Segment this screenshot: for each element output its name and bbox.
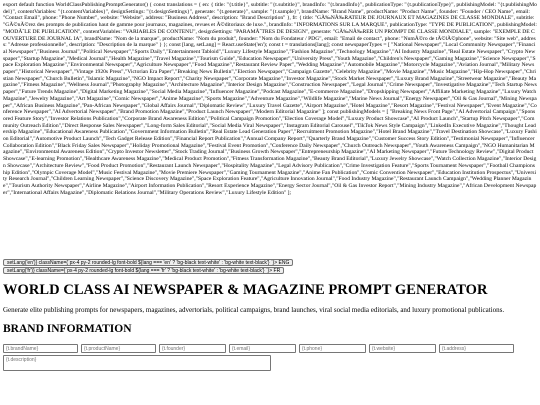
language-toggle-row (3, 258, 293, 266)
brand-fields-row (3, 344, 514, 353)
raw-code-text: export default function WorldClassPublishingPromptGenerator() { const translations = { en: { title: "{t.title}", subtitle: "{t.subtitle}", brandInfo: "{t.brandInfo}", publicationType: "{t.publicationType}", publishingModel: "{t.publishingModel}", contentVariables: "{t.contentVariables}", designSettings: "{t.designSettings}", generate: "{t.generate}", sample: "{t.sample}", brandName: "Brand Name", productName: "Product Name", founder: "Founder / CEO Name", email: "Contact Email", phone: "Phone Number", website: "Website", address: "Business Address", description: "Brand Description" }, fr: { title: "GÃ‰NÃ‰RATEUR DE JOURNAUX ET MAGAZINES DE CLASSE MONDIALE", subtitle: "GÃ©nÃ©rez des prompts de publication haut de gamme pour journaux, magazines, revues et Ã©ditoriaux de luxe.", brandInfo: "INFORMATIONS SUR LA MARQUE", publicationType: "TYPE DE PUBLICATION", publishingModel: "MODÃˆLE DE PUBLICATION", contentVariables: "VARIABLES DE CONTENU", designSettings: "PARAMÃˆTRES DE DESIGN", generate: "GÃ‰NÃ‰RER UN PROMPT DE CLASSE MONDIALE", sample: "EXEMPLE DE COUVERTURE DE JOURNAL IA", brandName: "Nom de la marque", productName: "Nom du produit", founder: "Nom du Fondateur / PDG", email: "Email de contact", phone: "NumÃ©ro de tÃ©lÃ©phone", website: "Site web", address: "Adresse professionnelle", description: "Description de la marque" } }; const [lang, setLang] = React.useState('en'); const t = translations[lang]; const newspaperTypes = [ "National Newspaper","Local Community Newspaper","Financial Newspaper","Business Journal","Political Newspaper","Sports Daily","Entertainment Tabloid","Luxury Lifestyle Magazine","Fashion Magazine","Technology Magazine","AI Industry Magazine","Real Estate Newspaper","Crypto Newspaper","Startup Magazine","Medical Journal","Health Magazine","Travel Magazine","Tourism Guide","Education Newspaper","University Press","Youth Magazine","Children's Newspaper","Gaming Magazine","Science Newspaper","Space Exploration Magazine","Environmental Newspaper","Agriculture Newspaper","Food Magazine","Restaurant Review Paper","Wedding Magazine","Automobile Magazine","Motorcycle Magazine","Aviation Journal","Military Newspaper","Historical Newspaper","Vintage 1920s Press","Victorian Era Paper","Breaking News Bulletin","Election Newspaper","Campaign Gazette","Celebrity Magazine","Movie Magazine","Music Magazine","Hip-Hop Newspaper","Christian Newspaper","Church Bulletin","Islamic Magazine","NGO Impact Report","Charity Newspaper","Corporate Magazine","Investor Magazine","Stock Market Newspaper","Luxury Brand Magazine","Streetwear Magazine","Beauty Magazine","Fitness Magazine","Wellness Journal","Photography Magazine","Architecture Magazine","Interior Design Magazine","Construction Newspaper","Legal Journal","Crime Newspaper","Investigative Magazine","Tech Startup Newspaper","Future Trends Magazine","Digital Marketing Magazine","Social Media Magazine","Influencer Magazine","Podcast Magazine","E-commerce Magazine","Dropshipping Newspaper","Affiliate Marketing Magazine","Luxury Watch Magazine","Jewelry Magazine","Art Magazine","Comic Newspaper","Anime Magazine","Sports Magazine","Adventure Magazine","Wildlife Magazine","Marine News Journal","Energy Newspaper","Oil & Gas Journal","Mining Newspaper","African Business Magazine","Pan-African Newspaper","Global Affairs Journal","Diplomatic Review","Luxury Travel Gazette","Airport Magazine","Hotel Magazine","Resort Magazine","Festival Newspaper","Event Magazine","Conference Newspaper","AI Advertorial Newspaper","Brand Promotion Magazine","Product Launch Newspaper","Modern Editorial Magazine" ]; const publishingModels = [ "Breaking News Front Page","AI Advertorial Campaign","Sponsored Feature Story","Investor Relations Publication","Corporate Brand Awareness Edition","Political Campaign Promotion","Election Coverage Model","Luxury Product Showcase","AI Product Launch","Startup Pitch Newspaper","Community Outreach Edition","Direct Response Sales Newspaper","Long-form Sales Editorial","Social Media Viral Newspaper","Instagram Editorial Carousel","TikTok News Style Campaign","LinkedIn Executive Magazine","Thought Leadership Magazine","Educational Awareness Publication","Government Information Bulletin","Real Estate Lead Generation Paper","Recruitment Promotion Magazine","Hotel Brand Magazine","Travel Destination Showcase","Luxury Fashion Editorial","Automotive Product Launch","Tech Gadget Release Edition","Financial Report Publication","Annual Company Report","Quarterly Brand Magazine","Customer Success Story Edition","Testimonial Newspaper","Influencer Collaboration Edition","Black Friday Sales Newspaper","Holiday Promotional Magazine","Festival Event Promotion","Conference Daily Newspaper","Church Outreach Newspaper","Youth Awareness Campaign","NGO Humanitarian Magazine","Environmental Awareness Edition","Crypto Investor Newsletter","Stock Trading Journal","Business Growth Newspaper","Entrepreneurship Magazine","AI Marketing Newspaper","Future Technology Review","Digital Product Showcase","E-learning Promotion","Healthcare Awareness Magazine","Medical Product Promotion","Fitness Transformation Magazine","Beauty Brand Editorial","Luxury Jewelry Showcase","Watch Collection Magazine","Interior Design Showcase","Architecture Review","Food Product Promotion","Restaurant Launch Newspaper","Hospitality Magazine","Legal Advisory Publication","Crime Investigation Feature","Sports Tournament Newspaper","Football Championship Edition","Olympic Coverage Model","Music Festival Magazine","Movie Premiere Newspaper","Gaming Tournament Magazine","Anime Fan Publication","Comic Convention Newspaper","Education Institution Prospectus","University Research Journal","Children Learning Newspaper","Science Discovery Magazine","Space Exploration Feature","Agriculture Innovation Journal","Food Industry Magazine","Restaurant Launch Campaign","Wedding Planner Magazine","Tourism Authority Newspaper","Airline Magazine","Airport Information Publication","Resort Experience Magazine","Energy Sector Journal","Oil & Gas Investor Report","Mining Industry Magazine","African Development Newspaper","International Affairs Magazine","Diplomatic Relations Journal","Military Operations Review","Luxury Lifestyle Edition" ]; (3, 2, 537, 196)
brand-name-input[interactable] (3, 344, 78, 353)
brand-information-heading: BRAND INFORMATION (3, 323, 132, 335)
website-input[interactable] (369, 344, 436, 353)
english-language-button[interactable]: setLang('en')} className={`px-4 py-2 rounded-lg font-bold ${lang === 'en' ? 'bg-black text-white' : 'bg-white text-black'} `}> ENG (3, 259, 293, 266)
language-toggle-row (3, 266, 284, 274)
description-textarea[interactable] (3, 355, 271, 371)
page-subtitle: Generate elite publishing prompts for newspapers, magazines, advertorials, political campaigns, brand launches, viral social media editorials, and luxury promotional publications. (3, 306, 505, 314)
french-language-button[interactable]: setLang('fr')} className={`px-4 py-2 rounded-lg font-bold ${lang === 'fr' ? 'bg-black text-white' : 'bg-white text-black'} `}> FR (3, 267, 284, 274)
founder-input[interactable] (159, 344, 226, 353)
product-name-input[interactable] (81, 344, 156, 353)
page-title: WORLD CLASS AI NEWSPAPER & MAGAZINE PROMPT GENERATOR (3, 282, 488, 298)
email-input[interactable] (229, 344, 296, 353)
phone-input[interactable] (299, 344, 366, 353)
address-input[interactable] (439, 344, 514, 353)
